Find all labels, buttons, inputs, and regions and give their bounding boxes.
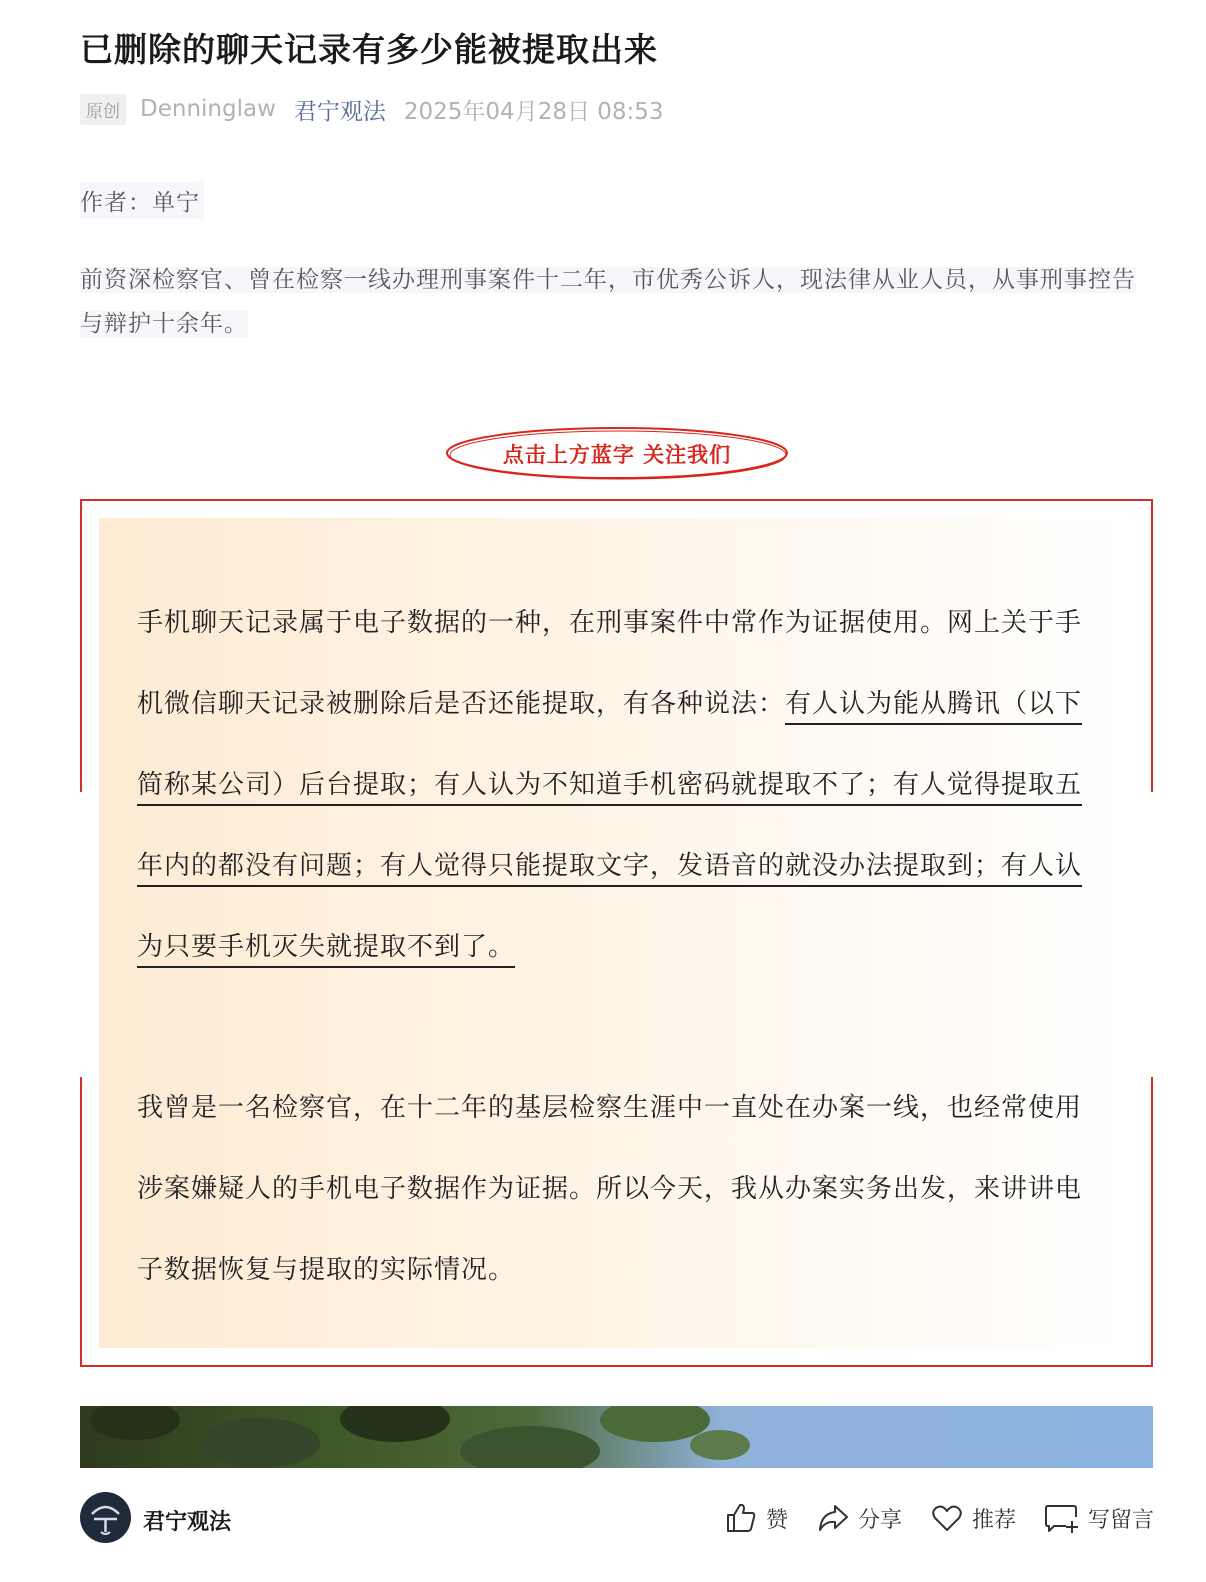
article-title: 已删除的聊天记录有多少能被提取出来 [80, 30, 658, 69]
follow-text: 点击上方蓝字 关注我们 [502, 443, 732, 467]
thumbs-up-icon [724, 1501, 758, 1535]
frame-right-line-bottom [1151, 1077, 1153, 1367]
comment-button[interactable] [1044, 1498, 1154, 1538]
like-label: 赞 [766, 1507, 789, 1533]
follow-banner[interactable] [444, 424, 790, 484]
comment-label: 写留言 [1088, 1507, 1155, 1533]
author-bio-text: 前资深检察官、曾在检察一线办理刑事案件十二年，市优秀公诉人，现法律从业人员，从事刑事控告与辩护十余年。 [80, 267, 1136, 337]
article-meta [80, 92, 664, 126]
leaf-shape [690, 1430, 750, 1460]
author-line: 作者：单宁 [80, 182, 204, 219]
body-paragraph-2: 我曾是一名检察官，在十二年的基层检察生涯中一直处在办案一线，也经常使用涉案嫌疑人的手机电子数据作为证据。所以今天，我从办案实务出发，来讲讲电子数据恢复与提取的实际情况。 [137, 1093, 1083, 1285]
author-name: Denninglaw [140, 96, 276, 122]
leaf-shape [340, 1406, 450, 1442]
leaf-shape [90, 1406, 180, 1440]
bottom-action-bar [0, 1478, 1206, 1582]
heart-icon [930, 1501, 964, 1535]
leaf-shape [200, 1418, 320, 1468]
bottom-account-name[interactable]: 君宁观法 [143, 1510, 232, 1535]
frame-top-line [80, 499, 1153, 501]
publish-date: 2025年04月28日 08:53 [403, 98, 664, 125]
avatar-logo-icon [80, 1492, 131, 1543]
like-button[interactable] [724, 1498, 788, 1538]
account-avatar[interactable] [80, 1492, 131, 1543]
frame-bottom-line [80, 1365, 1153, 1367]
author-bio [80, 258, 1156, 346]
share-label: 分享 [858, 1507, 903, 1533]
body-paragraph-1 [137, 583, 1099, 988]
recommend-button[interactable] [930, 1498, 1016, 1538]
leaf-shape [460, 1426, 600, 1468]
underlined-quote: 有人认为能从腾讯（以下简称某公司）后台提取；有人认为不知道手机密码就提取不了；有人觉得提取五年内的都没有问题；有人觉得只能提取文字，发语音的就没办法提取到；有人认为只要手机灭失就提取不到了。 [137, 689, 1082, 968]
paragraph-1-text: 手机聊天记录属于电子数据的一种，在刑事案件中常作为证据使用。网上关于手机微信聊天记录被删除后是否还能提取，有各种说法： [137, 608, 1083, 719]
recommend-label: 推荐 [972, 1507, 1017, 1533]
original-badge: 原创 [80, 94, 126, 125]
comment-icon [1044, 1501, 1080, 1535]
account-link[interactable]: 君宁观法 [293, 98, 386, 125]
frame-left-line-top [80, 499, 82, 792]
frame-left-line-bottom [80, 1077, 82, 1367]
frame-right-line-top [1151, 499, 1153, 792]
share-icon [816, 1501, 850, 1535]
share-button[interactable] [816, 1498, 902, 1538]
article-image [80, 1406, 1153, 1468]
